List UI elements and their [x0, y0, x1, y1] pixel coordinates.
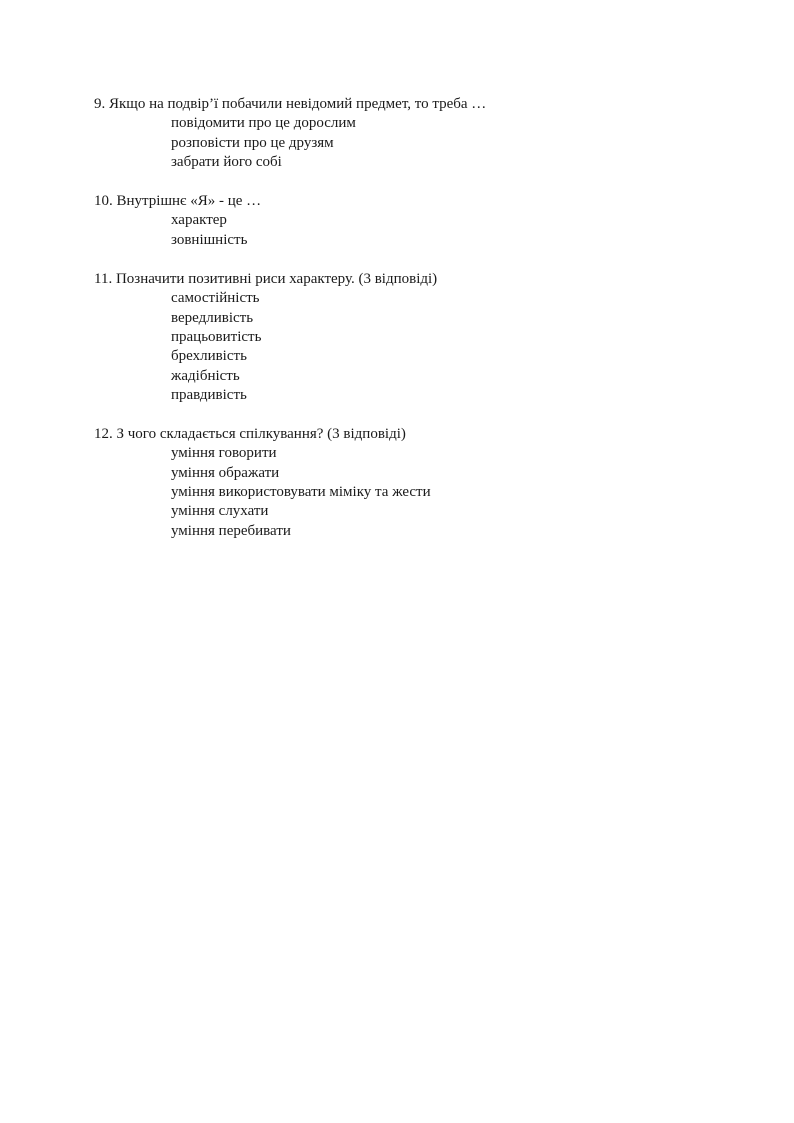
- question-11: [94, 270, 744, 405]
- question-text: 9. Якщо на подвір’ї побачили невідомий предмет, то треба …: [94, 96, 487, 112]
- answer-option: розповісти про це друзям: [171, 134, 334, 151]
- question-12: [94, 425, 744, 541]
- question-text: 11. Позначити позитивні риси характеру. (3 відповіді): [94, 271, 438, 288]
- question-10: [94, 192, 744, 250]
- document-page: [94, 95, 744, 561]
- answer-option: працьовитість: [171, 328, 262, 345]
- answer-options: [94, 114, 744, 172]
- answer-option: уміння слухати: [171, 503, 269, 520]
- answer-option: зовнішність: [171, 231, 248, 248]
- answer-option: брехливість: [171, 348, 247, 365]
- answer-option: забрати його собі: [171, 153, 282, 170]
- answer-option: повідомити про це дорослим: [171, 115, 356, 132]
- answer-options: [94, 289, 744, 405]
- question-text: 10. Внутрішнє «Я» - це …: [94, 193, 262, 210]
- answer-option: жадібність: [171, 367, 240, 384]
- answer-option: уміння говорити: [171, 445, 277, 462]
- answer-option: самостійність: [171, 290, 260, 307]
- answer-option: уміння ображати: [171, 464, 280, 481]
- question-text: 12. З чого складається спілкування? (3 відповіді): [94, 426, 406, 443]
- answer-option: характер: [171, 212, 227, 229]
- answer-options: [94, 444, 744, 540]
- answer-option: уміння використовувати міміку та жести: [171, 484, 431, 501]
- answer-options: [94, 211, 744, 250]
- answer-option: уміння перебивати: [171, 522, 291, 539]
- question-9: [94, 95, 744, 172]
- answer-option: вередливість: [171, 309, 254, 326]
- answer-option: правдивість: [171, 386, 247, 403]
